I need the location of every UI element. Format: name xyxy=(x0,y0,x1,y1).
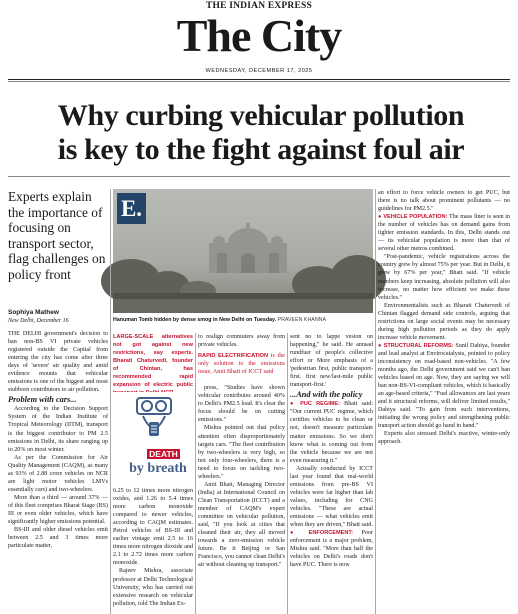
paragraph xyxy=(113,333,193,397)
paragraph: More than a third — around 37% — of this fleet comprises Bharat Stage (BS) III or even older vehicles, which have significantly higher emissions potential. xyxy=(8,494,108,526)
article-column-2-lower xyxy=(113,487,193,614)
article-column-1 xyxy=(8,330,108,614)
highlight-label: VEHICLE POPULATION: xyxy=(383,214,448,221)
highlight-label: ● xyxy=(378,214,384,221)
headline xyxy=(8,99,514,167)
paragraph xyxy=(290,529,373,569)
byline: Sophiya Mathew xyxy=(8,309,59,316)
paragraph: BS-III and older diesel vehicles emit between 2.5 and 3 times more particulate matter, xyxy=(8,527,108,550)
caption-text: Hanuman Tomb hidden by dense smog in New Delhi on Tuesday. xyxy=(113,317,277,323)
explained-badge: E. xyxy=(117,193,146,224)
smog-photo xyxy=(113,189,373,313)
paragraph: Mishra pointed out that policy attention often disproportionately targets cars. "The fleet contribution by two-wheelers is very high, so not only four-wheelers, there is a need to focus on tackling two-wheelers." xyxy=(198,425,285,480)
highlight-label: ● xyxy=(290,530,309,537)
masthead-rule-thin xyxy=(8,81,510,82)
highlight-label: ● xyxy=(290,401,301,408)
gas-mask-icon xyxy=(113,392,193,450)
lead-paragraph: THE DELHI government's decision to ban non-BS VI private vehicles registered outside the Capital from entering the city has come after three days of 'severe' air quality and amid evidence mounts that vehicular emissions is one of the biggest and most stubborn contributors to air pollution. xyxy=(8,331,108,394)
paragraph: Environmentalists such as Bharati Chaturvedi of Chintan flagged demand side controls, arguing that restrictions on large social events may be necessary during high pollution periods as they do apply increase vehicle movement. xyxy=(378,302,510,341)
masthead-rule xyxy=(8,79,510,80)
headline-line-1: Why curbing vehicular pollution xyxy=(57,99,465,132)
highlight-label: ● xyxy=(378,342,384,349)
paragraph xyxy=(378,213,510,253)
article-column-3 xyxy=(198,333,285,614)
death-label: DEATH xyxy=(147,449,180,459)
highlight-text: is the only solution to the emissions issue, Amit Bhatt of ICCT said xyxy=(198,353,285,376)
highlight-label: PUC REGIME: xyxy=(300,401,341,408)
paragraph xyxy=(378,342,510,431)
highlight-text: LARGE-SCALE alternatives not got against new restrictions, say experts. Bharati Chaturvedi, founder of Chintan, has recommended rapid expansion of electric public xyxy=(113,334,193,389)
paragraph: Rajeev Mishra, associate professor at Delhi Technological University, who has carried out extensive research on vehicular pollution, told The Indian Ex- xyxy=(113,568,193,607)
headline-rule xyxy=(8,176,510,177)
paragraph: sent no to lappe vesion on happening," he said. He annsad rundfuer of people's collective effort or More emphasis of a 'pedestrian first, public transport-first. first new/last-mile public transport-first.' xyxy=(290,334,373,389)
section-title: The City xyxy=(176,10,342,61)
column-rule xyxy=(195,333,196,614)
paragraph: press, "Studies have shown vehicular contributes around 40% to Delhi's PM2.5 load. It's clear the focus should be on cutting emissions." xyxy=(198,385,285,424)
paragraph: According to the Decision Support System of the Indian Institute of Tropical Meteorology (IITM), transport is the biggest contributor to PM 2.5 emissions in Delhi, its share ranging up to 20% on most winter. xyxy=(8,406,108,453)
paragraph: "Post-pandemic, vehicle registrations across the country grew by almost 75% per year. But in Delhi, it grew by 67% per year," Bhatt said. "If vehicle numbers keep increasing, absolute pollution will also increase, no matter how efficient we make these vehicles." xyxy=(378,254,510,301)
publication-name: THE INDIAN EXPRESS xyxy=(205,1,312,11)
subhead-policy: ...And with the policy xyxy=(290,390,363,400)
paragraph: an effort to force vehicle owners to get PUC, but there is no talk about prominent pollutants — no guidelines for PM2.5." xyxy=(378,190,510,213)
column-rule xyxy=(375,189,376,614)
paragraph: Experts also stressed Delhi's reactive, winter-only approach. xyxy=(378,431,510,446)
paragraph-text: Poor enforcement is a major problem, Mishra said. "More than half the vehicles on Delhi's roads don't have PUC. There is now xyxy=(290,530,374,569)
article-column-2 xyxy=(113,333,193,391)
headline-line-2: is key to the fight against foul air xyxy=(57,133,465,166)
paragraph: As per the Commission for Air Quality Management (CAQM), as many as 93% of 2.88 crore vehicles on NCR are light motor vehicles LMVs essentially cars) and two-wheelers. xyxy=(8,454,108,493)
hanuman-tomb-smog-image xyxy=(113,189,373,313)
paragraph: to realign commuters away from private vehicles. xyxy=(198,334,285,349)
deck: Experts explain the importance of focusing on transport sector, flag challenges on policy front xyxy=(8,189,106,282)
paragraph xyxy=(198,352,285,376)
paragraph-text: The mass liner is seen in the number of vehicles has on demand gains from tighter emission standards. In this, Delhi stands out — its vehicular population is more than that of several other metros combined. xyxy=(378,214,511,253)
death-by-breath-logo xyxy=(113,392,193,472)
issue-date: WEDNESDAY, DECEMBER 17, 2025 xyxy=(205,68,313,74)
paragraph: Actually conducted by ICCT last year found that real-world emissions from pre-BS VI vehicles were far higher than lab values, including for CNG vehicles. "These are actual emissions — what vehicles emit when they are driven," Bhatt said. xyxy=(290,465,373,529)
subhead-cars: Problem with cars... xyxy=(8,395,77,405)
highlight-label: STRUCTURAL REFORMS: xyxy=(383,342,454,349)
photo-credit: PRAVEEN KHANNA xyxy=(277,317,326,323)
paragraph xyxy=(290,400,373,464)
column-rule xyxy=(110,189,111,614)
column-rule xyxy=(287,333,288,614)
dateline: New Delhi, December 16 xyxy=(8,318,69,324)
article-column-5 xyxy=(378,189,510,614)
by-breath-label: by breath xyxy=(129,461,187,476)
paragraph-text: Sunil Dahiya, founder and lead analyst at Envirocatalysts, pointed to policy inconsistency on road-based non-vehicles. "A few months ago, the Delhi government said we can't ban vehicles based on age. Now, they are saying we will ban non-BS-VI-compliant vehicles, which is basically an age-based criteria," "Fuel allowances are last years and it structural reforms, will deliver limited results," Dahiya said. "To gain from such interventions, initiating the wrong policy and strengthening public transport action should go hand in hand." xyxy=(378,342,511,430)
paragraph: 6.25 to 12 times more nitrogen oxides, and 1.26 to 5.4 times more carbon monoxide compared to newer vehicles, according to CAQM estimates. Petrol vehicles of BS-III and earlier vintage emit 2.5 to 16 times more nitrogen dioxide and 2.1 to 2.72 times more carbon monoxide. xyxy=(113,488,193,567)
highlight-label: ENFORCEMENT: xyxy=(308,530,354,537)
article-column-4 xyxy=(290,333,373,614)
paragraph: Amit Bhatt, Managing Director (India) at International Council on Clean Transportation (ICCT) and a member of CAQM's expert committee on vehicular pollution, said, "If you look at cities that cleaned their air, they all moved towards a zero-emission vehicle future. Be it Beijing or San Francisco, you cannot clean Delhi's air without cleaning up transport." xyxy=(198,481,285,569)
paragraph-text: Bhatt said: "Our current PUC regime, which certifies vehicles to be clean or not, doesn't measure particulate matter emissions. So we don't know what is coming out from the vehicle because we are not even measuring it." xyxy=(290,401,373,464)
photo-caption xyxy=(113,317,373,324)
highlight-label: RAPID ELECTRIFICATION xyxy=(198,353,269,360)
